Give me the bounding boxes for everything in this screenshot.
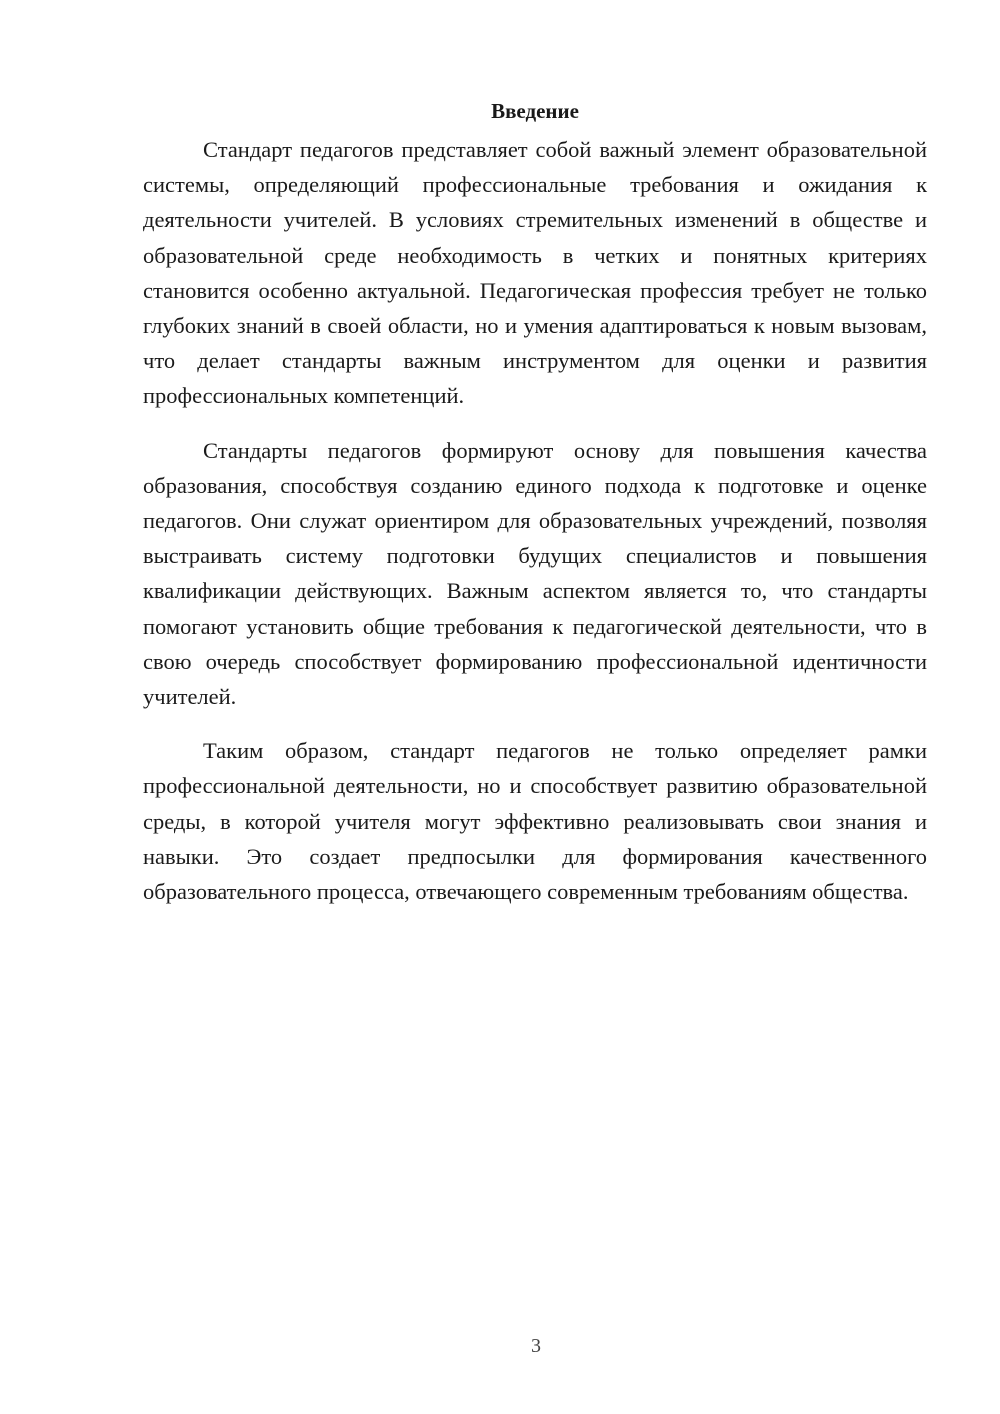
section-title: Введение	[491, 99, 579, 123]
paragraph-1: Стандарт педагогов представляет собой важный элемент образовательной системы, определяющий профессиональные требования и ожидания к деятельности учителей. В условиях стремительных изменений в обществе и образовательной среде необходимость в четких и понятных критериях становится особенно актуальной. Педагогическая профессия требует не только глубоких знаний в своей области, но и умения адаптироваться к новым вызовам, что делает стандарты важным инструментом для оценки и развития профессиональных компетенций.	[143, 137, 927, 409]
page-content	[143, 98, 927, 928]
page-number: 3	[531, 1335, 541, 1357]
paragraph-2: Стандарты педагогов формируют основу для повышения качества образования, способствуя созданию единого подхода к подготовке и оценке педагогов. Они служат ориентиром для образовательных учреждений, позволяя выстраивать систему подготовки будущих специалистов и повышения квалификации действующих. Важным аспектом является то, что стандарты помогают установить общие требования к педагогической деятельности, что в свою очередь способствует формированию профессиональной идентичности учителей.	[143, 437, 927, 710]
paragraph-3: Таким образом, стандарт педагогов не только определяет рамки профессиональной деятельности, но и способствует развитию образовательной среды, в которой учителя могут эффективно реализовывать свои знания и навыки. Это создает предпосылки для формирования качественного образовательного процесса, отвечающего современным требованиям общества.	[143, 738, 927, 905]
